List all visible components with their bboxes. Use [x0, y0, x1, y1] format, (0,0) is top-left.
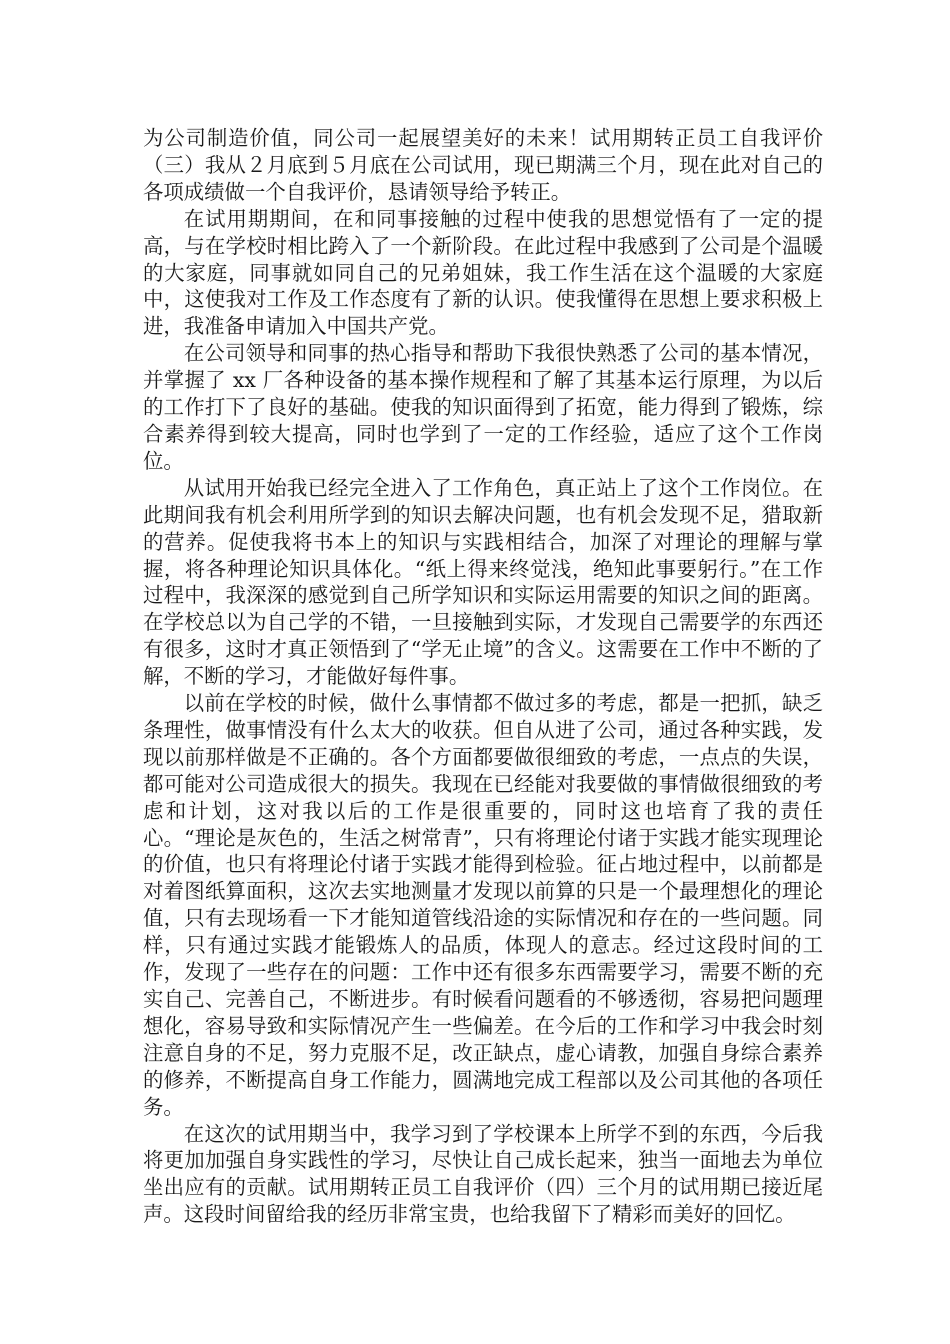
paragraph-3: 在公司领导和同事的热心指导和帮助下我很快熟悉了公司的基本情况，并掌握了 xx 厂各种设备的基本操作规程和了解了其基本运行原理，为以后的工作打下了良好的基础。使我的知识面得到了拓宽，能力得到了锻炼，综合素养得到较大提高，同时也学到了一定的工作经验，适应了这个工作岗位。 — [143, 341, 823, 473]
paragraph-2: 在试用期期间，在和同事接触的过程中使我的思想觉悟有了一定的提高，与在学校时相比跨入了一个新阶段。在此过程中我感到了公司是个温暖的大家庭，同事就如同自己的兄弟姐妹，我工作生活在这个温暖的大家庭中，这使我对工作及工作态度有了新的认识。使我懂得在思想上要求积极上进，我准备申请加入中国共产党。 — [143, 206, 823, 339]
paragraph-4: 从试用开始我已经完全进入了工作角色，真正站上了这个工作岗位。在此期间我有机会利用所学到的知识去解决问题，也有机会发现不足，猎取新的营养。促使我将书本上的知识与实践相结合，加深了对理论的理解与掌握，将各种理论知识具体化。“纸上得来终觉浅，绝知此事要躬行。”在工作过程中，我深深的感觉到自己所学知识和实际运用需要的知识之间的距离。在学校总以为自己学的不错，一旦接触到实际，才发现自己需要学的东西还有很多，这时才真正领悟到了“学无止境”的含义。这需要在工作中不断的了解，不断的学习，才能做好每件事。 — [143, 475, 823, 689]
document-body — [143, 125, 823, 1228]
paragraph-5: 以前在学校的时候，做什么事情都不做过多的考虑，都是一把抓，缺乏条理性，做事情没有什么太大的收获。但自从进了公司，通过各种实践，发现以前那样做是不正确的。各个方面都要做很细致的考虑，一点点的失误，都可能对公司造成很大的损失。我现在已经能对我要做的事情做很细致的考虑和计划，这对我以后的工作是很重要的，同时这也培育了我的责任心。“理论是灰色的，生活之树常青”，只有将理论付诸于实践才能实现理论的价值，也只有将理论付诸于实践才能得到检验。征占地过程中，以前都是对着图纸算面积，这次去实地测量才发现以前算的只是一个最理想化的理论值，只有去现场看一下才能知道管线沿途的实际情况和存在的一些问题。同样，只有通过实践才能锻炼人的品质，体现人的意志。经过这段时间的工作，发现了一些存在的问题：工作中还有很多东西需要学习，需要不断的充实自己、完善自己，不断进步。有时候看问题看的不够透彻，容易把问题理想化，容易导致和实际情况产生一些偏差。在今后的工作和学习中我会时刻注意自身的不足，努力克服不足，改正缺点，虚心请教，加强自身综合素养的修养，不断提高自身工作能力，圆满地完成工程部以及公司其他的各项任务。 — [143, 691, 823, 1119]
paragraph-6: 在这次的试用期当中，我学习到了学校课本上所学不到的东西，今后我将更加加强自身实践性的学习，尽快让自己成长起来，独当一面地去为单位坐出应有的贡献。试用期转正员工自我评价（四）三个月的试用期已接近尾声。这段时间留给我的经历非常宝贵，也给我留下了精彩而美好的回忆。 — [143, 1121, 823, 1227]
paragraph-1: 为公司制造价值，同公司一起展望美好的未来！试用期转正员工自我评价（三）我从２月底到５月底在公司试用，现已期满三个月，现在此对自己的各项成绩做一个自我评价，恳请领导给予转正。 — [143, 126, 823, 204]
